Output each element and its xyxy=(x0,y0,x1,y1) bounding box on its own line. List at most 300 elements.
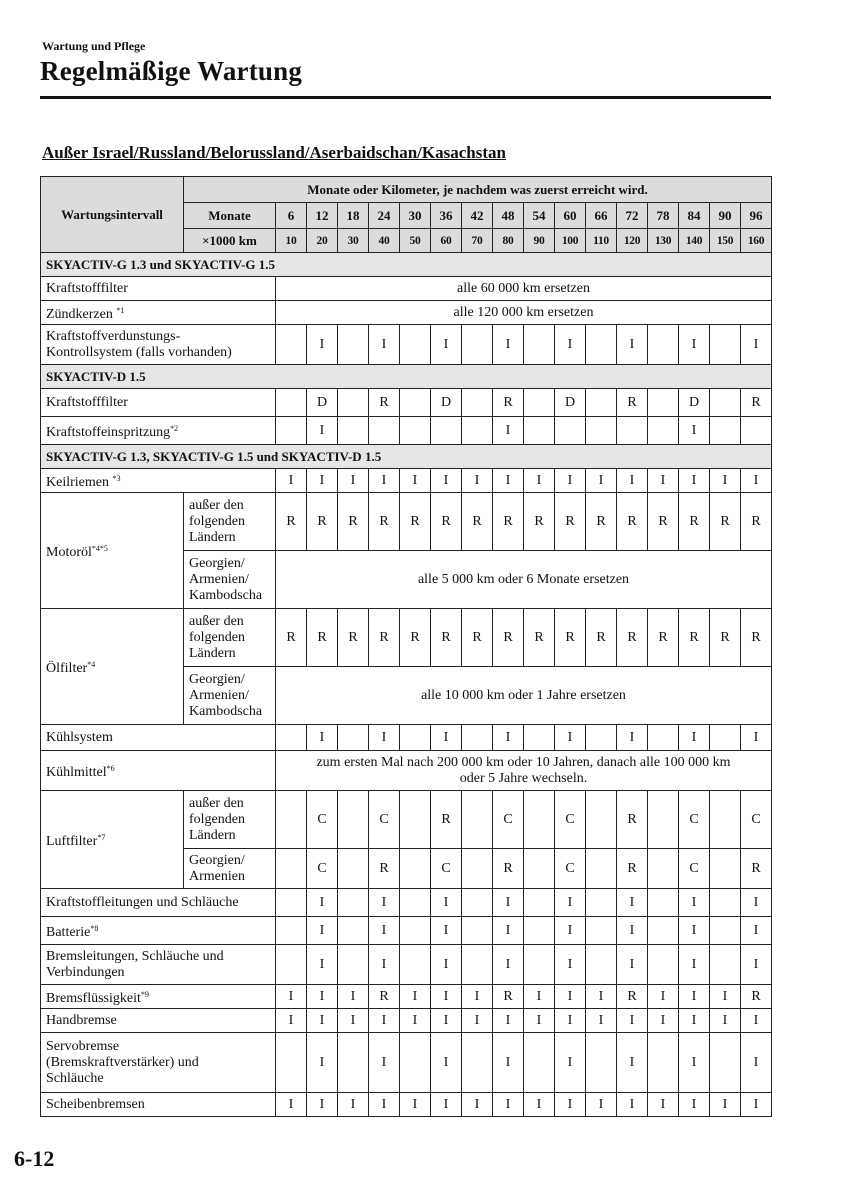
interval-cell-text: I xyxy=(505,729,511,745)
interval-cell xyxy=(679,945,710,985)
month-cell-text: 6 xyxy=(287,207,295,223)
interval-cell-text: I xyxy=(443,922,449,938)
table-row xyxy=(41,301,772,325)
interval-cell xyxy=(524,725,555,751)
interval-cell xyxy=(462,791,493,849)
interval-cell-text: C xyxy=(317,811,327,827)
interval-cell xyxy=(524,1009,555,1033)
km-label-text: ×1000 km xyxy=(202,232,257,248)
month-cell xyxy=(462,203,493,229)
interval-cell-text: I xyxy=(443,472,449,488)
interval-cell xyxy=(338,469,369,493)
interval-cell-text: R xyxy=(565,629,575,645)
interval-cell-text: D xyxy=(440,394,452,410)
interval-cell xyxy=(741,791,772,849)
interval-note xyxy=(276,751,772,791)
sub-label-text: Ländern xyxy=(189,529,236,545)
interval-note xyxy=(276,667,772,725)
table-row xyxy=(41,751,772,791)
interval-cell-text: R xyxy=(689,629,699,645)
interval-cell-text: R xyxy=(379,629,389,645)
sub-label-text: Kambodscha xyxy=(189,587,263,603)
sub-label-text: außer den xyxy=(189,795,244,811)
interval-cell xyxy=(493,325,524,365)
interval-cell-text: C xyxy=(503,811,513,827)
km-cell xyxy=(493,229,524,253)
interval-cell-text: R xyxy=(503,513,513,529)
interval-cell xyxy=(710,889,741,917)
interval-cell xyxy=(307,725,338,751)
months-label-text: Monate xyxy=(208,207,251,223)
page-title: Regelmäßige Wartung xyxy=(40,56,303,86)
interval-cell xyxy=(524,1093,555,1117)
interval-cell xyxy=(617,791,648,849)
interval-cell-text: R xyxy=(441,629,451,645)
interval-cell xyxy=(462,325,493,365)
interval-cell-text: I xyxy=(319,1054,325,1070)
interval-cell xyxy=(431,889,462,917)
month-cell xyxy=(617,203,648,229)
month-cell-text: 18 xyxy=(346,207,360,223)
km-cell xyxy=(431,229,462,253)
interval-cell xyxy=(710,725,741,751)
interval-cell-text: I xyxy=(598,1096,604,1112)
interval-cell-text: I xyxy=(567,956,573,972)
interval-cell xyxy=(493,389,524,417)
interval-cell xyxy=(555,725,586,751)
interval-cell xyxy=(369,889,400,917)
interval-cell-text: I xyxy=(474,988,480,1004)
interval-cell xyxy=(586,889,617,917)
interval-cell xyxy=(462,889,493,917)
item-label-text: Zündkerzen xyxy=(46,306,117,322)
item-label xyxy=(41,325,276,365)
interval-cell xyxy=(648,725,679,751)
table-row xyxy=(41,791,772,849)
item-label-text: Ölfilter xyxy=(46,660,88,676)
sub-label-text: folgenden xyxy=(189,811,245,827)
interval-cell xyxy=(369,1009,400,1033)
interval-cell xyxy=(338,889,369,917)
interval-cell xyxy=(648,417,679,445)
sub-label xyxy=(184,493,276,551)
interval-cell-text: I xyxy=(474,1096,480,1112)
interval-cell xyxy=(369,1093,400,1117)
interval-cell xyxy=(462,417,493,445)
interval-cell xyxy=(555,493,586,551)
interval-cell xyxy=(648,469,679,493)
km-cell-text: 100 xyxy=(561,234,579,247)
group-heading xyxy=(41,365,772,389)
interval-cell xyxy=(307,985,338,1009)
group-heading-text: SKYACTIV-D 1.5 xyxy=(46,368,146,384)
table-row xyxy=(41,1093,772,1117)
month-cell xyxy=(710,203,741,229)
interval-cell-text: I xyxy=(381,729,387,745)
interval-cell-text: I xyxy=(722,1096,728,1112)
interval-cell xyxy=(400,609,431,667)
interval-cell-text: I xyxy=(474,1012,480,1028)
km-cell-text: 120 xyxy=(623,234,641,247)
interval-cell xyxy=(400,725,431,751)
km-cell-text: 150 xyxy=(716,234,734,247)
item-label xyxy=(41,1033,276,1093)
interval-note-text: alle 120 000 km ersetzen xyxy=(453,304,594,320)
item-label-text: Bremsleitungen, Schläuche und xyxy=(46,948,224,964)
interval-cell-text: R xyxy=(565,513,575,529)
sub-label-text: Georgien/ xyxy=(189,671,245,687)
item-label xyxy=(41,751,276,791)
interval-cell-text: R xyxy=(534,629,544,645)
interval-cell xyxy=(307,1093,338,1117)
interval-cell-text: R xyxy=(751,629,761,645)
month-cell-text: 54 xyxy=(532,207,546,223)
month-cell xyxy=(276,203,307,229)
interval-cell-text: I xyxy=(598,988,604,1004)
interval-cell xyxy=(555,849,586,889)
interval-cell xyxy=(400,917,431,945)
interval-cell-text: I xyxy=(381,336,387,352)
interval-cell xyxy=(307,325,338,365)
interval-cell xyxy=(710,1093,741,1117)
interval-cell-text: I xyxy=(722,1012,728,1028)
interval-cell xyxy=(586,1093,617,1117)
table-row xyxy=(41,417,772,445)
item-label-text: Handbremse xyxy=(46,1012,117,1028)
interval-cell-text: I xyxy=(505,336,511,352)
interval-cell-text: R xyxy=(410,513,420,529)
interval-note-text: alle 10 000 km oder 1 Jahre ersetzen xyxy=(421,687,626,703)
interval-cell xyxy=(338,1033,369,1093)
interval-cell xyxy=(462,1009,493,1033)
interval-cell xyxy=(679,469,710,493)
group-heading-text: SKYACTIV-G 1.3 und SKYACTIV-G 1.5 xyxy=(46,256,276,272)
km-cell-text: 160 xyxy=(747,234,765,247)
month-cell xyxy=(679,203,710,229)
item-label xyxy=(41,609,184,725)
month-cell xyxy=(648,203,679,229)
interval-cell xyxy=(338,725,369,751)
interval-cell xyxy=(524,1033,555,1093)
sub-label-text: Ländern xyxy=(189,827,236,843)
month-cell-text: 12 xyxy=(315,207,329,223)
interval-cell xyxy=(493,849,524,889)
interval-cell xyxy=(710,389,741,417)
interval-cell xyxy=(710,849,741,889)
interval-note-text: alle 60 000 km ersetzen xyxy=(457,280,590,296)
km-cell-text: 60 xyxy=(440,234,452,247)
interval-cell xyxy=(741,1009,772,1033)
interval-cell xyxy=(462,1093,493,1117)
table-row xyxy=(41,1033,772,1093)
interval-cell-text: I xyxy=(567,729,573,745)
interval-cell xyxy=(369,1033,400,1093)
interval-cell-text: R xyxy=(379,988,389,1004)
interval-cell-text: C xyxy=(379,811,389,827)
interval-cell-text: I xyxy=(536,1012,542,1028)
interval-cell xyxy=(493,609,524,667)
interval-cell-text: I xyxy=(567,988,573,1004)
interval-cell xyxy=(493,945,524,985)
interval-cell xyxy=(400,1033,431,1093)
interval-cell xyxy=(586,417,617,445)
interval-cell-text: I xyxy=(505,922,511,938)
interval-cell xyxy=(307,389,338,417)
sub-label-text: Armenien xyxy=(189,868,245,884)
interval-cell xyxy=(338,493,369,551)
interval-cell xyxy=(431,389,462,417)
interval-cell-text: I xyxy=(319,336,325,352)
interval-cell-text: I xyxy=(753,472,759,488)
footnote-marker: *4 xyxy=(87,659,96,669)
interval-cell xyxy=(617,417,648,445)
interval-cell xyxy=(400,849,431,889)
interval-cell xyxy=(493,1033,524,1093)
interval-cell xyxy=(524,493,555,551)
interval-cell xyxy=(679,1093,710,1117)
item-label xyxy=(41,301,276,325)
interval-cell-text: I xyxy=(753,922,759,938)
interval-cell xyxy=(648,389,679,417)
km-cell-text: 140 xyxy=(685,234,703,247)
interval-cell xyxy=(710,469,741,493)
interval-cell-text: R xyxy=(627,629,637,645)
interval-cell xyxy=(648,917,679,945)
interval-cell xyxy=(276,849,307,889)
interval-cell-text: I xyxy=(381,956,387,972)
interval-cell xyxy=(679,985,710,1009)
interval-label xyxy=(41,177,184,253)
interval-cell xyxy=(369,725,400,751)
interval-cell xyxy=(555,1033,586,1093)
interval-cell-text: C xyxy=(565,811,575,827)
interval-cell xyxy=(741,1033,772,1093)
interval-cell xyxy=(710,985,741,1009)
sub-label-text: Georgien/ xyxy=(189,555,245,571)
interval-cell-text: I xyxy=(567,1096,573,1112)
interval-cell-text: I xyxy=(288,1012,294,1028)
interval-cell xyxy=(710,493,741,551)
interval-cell-text: R xyxy=(627,513,637,529)
interval-cell xyxy=(431,417,462,445)
interval-cell xyxy=(679,1009,710,1033)
interval-cell-text: I xyxy=(536,1096,542,1112)
interval-cell-text: I xyxy=(505,1054,511,1070)
interval-cell xyxy=(493,889,524,917)
item-label xyxy=(41,469,276,493)
month-cell-text: 30 xyxy=(408,207,422,223)
interval-cell-text: R xyxy=(441,811,451,827)
interval-cell-text: R xyxy=(720,629,730,645)
interval-cell-text: I xyxy=(753,336,759,352)
interval-cell-text: I xyxy=(412,1012,418,1028)
interval-cell xyxy=(431,725,462,751)
interval-cell xyxy=(493,1009,524,1033)
interval-cell xyxy=(338,791,369,849)
interval-cell xyxy=(617,945,648,985)
item-label xyxy=(41,725,276,751)
interval-cell-text: I xyxy=(753,894,759,910)
interval-cell-text: I xyxy=(629,729,635,745)
interval-cell xyxy=(400,985,431,1009)
footnote-marker: *9 xyxy=(140,989,149,999)
interval-cell xyxy=(276,389,307,417)
item-label xyxy=(41,889,276,917)
month-cell xyxy=(493,203,524,229)
interval-cell-text: R xyxy=(751,860,761,876)
interval-cell-text: C xyxy=(317,860,327,876)
interval-cell-text: I xyxy=(691,1096,697,1112)
group-heading xyxy=(41,445,772,469)
interval-cell xyxy=(586,791,617,849)
item-label-text: Verbindungen xyxy=(46,964,125,980)
interval-cell-text: R xyxy=(441,513,451,529)
interval-cell xyxy=(648,791,679,849)
interval-cell-text: I xyxy=(381,472,387,488)
interval-cell xyxy=(586,725,617,751)
interval-cell xyxy=(617,985,648,1009)
interval-cell-text: I xyxy=(505,472,511,488)
interval-cell xyxy=(276,725,307,751)
table-row xyxy=(41,325,772,365)
interval-cell xyxy=(524,791,555,849)
interval-cell xyxy=(400,389,431,417)
interval-cell xyxy=(741,1093,772,1117)
month-cell xyxy=(338,203,369,229)
table-row xyxy=(41,1009,772,1033)
interval-cell-text: I xyxy=(505,956,511,972)
sub-label-text: Ländern xyxy=(189,645,236,661)
interval-cell xyxy=(338,945,369,985)
km-cell-text: 70 xyxy=(471,234,483,247)
interval-cell-text: I xyxy=(567,922,573,938)
km-cell-text: 40 xyxy=(378,234,390,247)
interval-cell-text: R xyxy=(627,988,637,1004)
interval-cell xyxy=(431,493,462,551)
interval-cell-text: I xyxy=(288,1096,294,1112)
table-row xyxy=(41,945,772,985)
interval-cell xyxy=(555,791,586,849)
interval-cell xyxy=(524,945,555,985)
item-label-text: Kühlmittel xyxy=(46,764,107,780)
item-label xyxy=(41,791,184,889)
interval-cell-text: I xyxy=(629,922,635,938)
interval-cell xyxy=(741,725,772,751)
interval-cell xyxy=(679,417,710,445)
interval-cell-text: R xyxy=(317,629,327,645)
table-row xyxy=(41,889,772,917)
item-label xyxy=(41,389,276,417)
interval-cell xyxy=(710,325,741,365)
month-cell-text: 24 xyxy=(377,207,391,223)
km-cell-text: 20 xyxy=(316,234,328,247)
interval-cell xyxy=(679,493,710,551)
interval-cell xyxy=(338,849,369,889)
group-heading xyxy=(41,253,772,277)
footnote-marker: *2 xyxy=(170,423,179,433)
interval-cell-text: I xyxy=(629,894,635,910)
month-cell xyxy=(524,203,555,229)
interval-cell-text: R xyxy=(689,513,699,529)
interval-cell-text: I xyxy=(691,729,697,745)
km-cell xyxy=(555,229,586,253)
interval-cell-text: R xyxy=(286,513,296,529)
item-label-text: Kraftstoffeinspritzung xyxy=(46,424,171,440)
interval-cell xyxy=(431,609,462,667)
interval-cell-text: I xyxy=(753,1054,759,1070)
interval-cell xyxy=(679,325,710,365)
interval-cell xyxy=(524,325,555,365)
interval-cell xyxy=(524,917,555,945)
interval-cell xyxy=(710,917,741,945)
km-cell xyxy=(338,229,369,253)
interval-cell-text: D xyxy=(688,394,700,410)
interval-cell xyxy=(710,609,741,667)
interval-cell-text: I xyxy=(319,894,325,910)
interval-cell-text: I xyxy=(381,922,387,938)
interval-cell xyxy=(307,493,338,551)
interval-cell xyxy=(648,985,679,1009)
km-cell xyxy=(648,229,679,253)
interval-cell xyxy=(431,849,462,889)
span-header-text: Monate oder Kilometer, je nachdem was zuerst erreicht wird. xyxy=(307,181,648,197)
interval-cell xyxy=(276,985,307,1009)
interval-cell xyxy=(586,945,617,985)
interval-cell-text: R xyxy=(534,513,544,529)
interval-cell xyxy=(307,889,338,917)
interval-cell xyxy=(741,325,772,365)
interval-cell-text: I xyxy=(629,1012,635,1028)
month-cell-text: 96 xyxy=(749,207,763,223)
interval-cell-text: D xyxy=(316,394,328,410)
interval-label-text: Wartungsintervall xyxy=(61,206,163,222)
item-label xyxy=(41,1093,276,1117)
interval-cell xyxy=(710,1033,741,1093)
interval-cell xyxy=(710,945,741,985)
interval-cell xyxy=(307,609,338,667)
interval-cell-text: I xyxy=(691,922,697,938)
interval-cell xyxy=(369,389,400,417)
interval-cell-text: R xyxy=(472,513,482,529)
interval-cell-text: I xyxy=(443,894,449,910)
interval-cell xyxy=(338,985,369,1009)
interval-cell-text: I xyxy=(660,472,666,488)
interval-cell-text: R xyxy=(751,988,761,1004)
interval-cell xyxy=(307,917,338,945)
footnote-marker: *7 xyxy=(97,832,106,842)
footnote-marker: *6 xyxy=(106,763,115,773)
interval-cell-text: I xyxy=(753,729,759,745)
interval-cell xyxy=(400,945,431,985)
sub-label xyxy=(184,791,276,849)
footnote-marker: *4*5 xyxy=(91,543,108,553)
footnote-marker: *1 xyxy=(116,305,125,315)
interval-cell xyxy=(307,417,338,445)
interval-cell xyxy=(369,325,400,365)
interval-cell-text: I xyxy=(319,422,325,438)
interval-note-text: alle 5 000 km oder 6 Monate ersetzen xyxy=(417,571,630,587)
interval-cell xyxy=(679,791,710,849)
interval-cell-text: I xyxy=(753,1096,759,1112)
interval-cell-text: R xyxy=(503,394,513,410)
interval-cell-text: I xyxy=(412,1096,418,1112)
sub-label xyxy=(184,609,276,667)
interval-cell xyxy=(493,1093,524,1117)
interval-cell-text: I xyxy=(660,988,666,1004)
interval-cell xyxy=(617,493,648,551)
interval-cell-text: I xyxy=(412,988,418,1004)
section-label: Wartung und Pflege xyxy=(42,39,146,53)
